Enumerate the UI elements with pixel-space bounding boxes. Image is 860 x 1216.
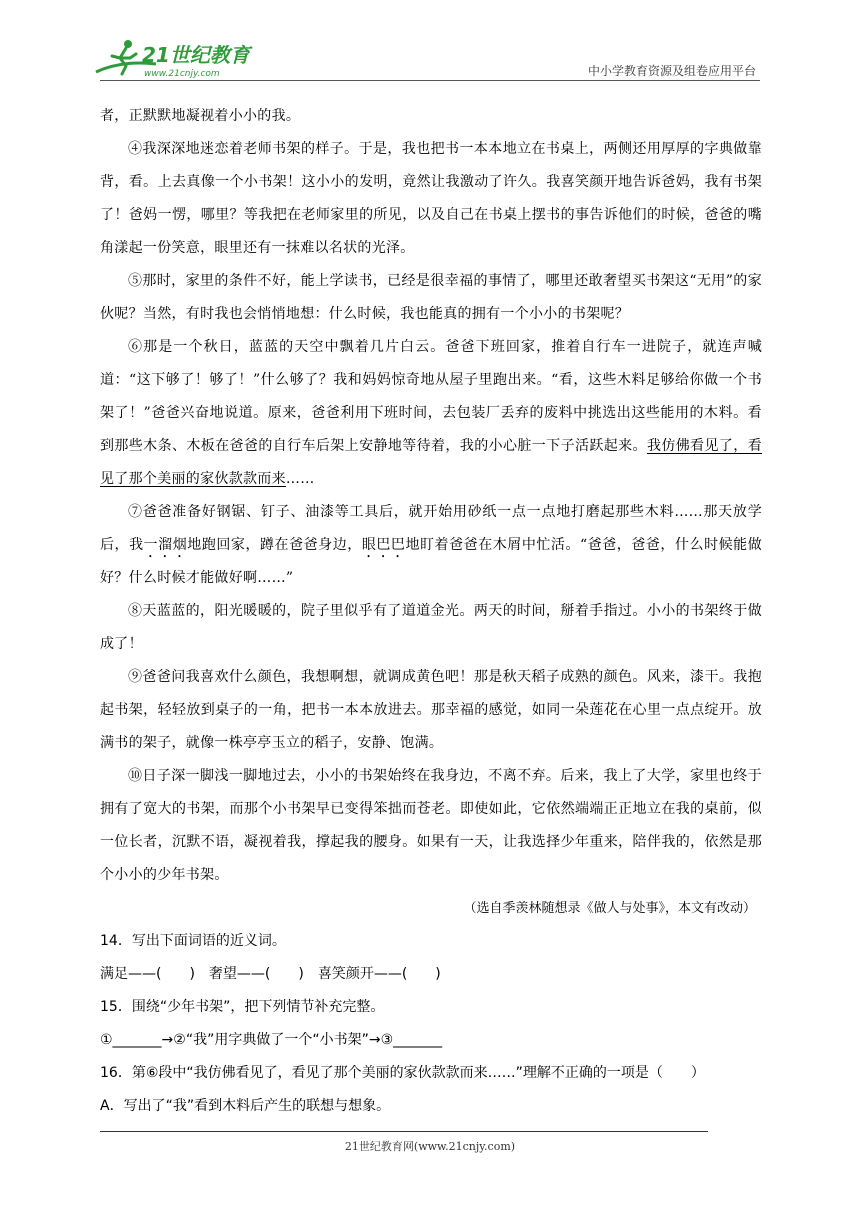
paragraph-6-ellipsis: ……	[285, 471, 315, 487]
site-logo[interactable]	[92, 36, 262, 82]
logo-url: www.21cnjy.com	[144, 69, 220, 79]
emphasized-word-1: 一溜烟	[143, 537, 188, 553]
paragraph-6	[100, 331, 762, 496]
paragraph-7-text-b: 地跑回家，蹲在爸爸身边，	[187, 537, 362, 553]
footer-link[interactable]: 21世纪教育网(www.21cnjy.com)	[344, 1140, 516, 1153]
paragraph-9: ⑨爸爸问我喜欢什么颜色，我想啊想，就调成黄色吧！那是秋天稻子成熟的颜色。风来，漆干。我抱起书架，轻轻放到桌子的一角，把书一本本放进去。那幸福的感觉，如同一朵莲花在心里一点点绽开。放满书的架子，就像一株亭亭玉立的稻子，安静、饱满。	[100, 669, 762, 751]
source-citation: （选自季羡林随想录《做人与处事》，本文有改动）	[463, 901, 756, 916]
question-15-items: ①_______→②“我”用字典做了一个“小书架”→③_______	[100, 1032, 443, 1048]
document-body	[100, 100, 762, 1123]
paragraph-7-text-c: 地盯着爸爸在木屑中忙活。“爸爸，爸爸，什么时候能做好？什么时候才能做好啊……”	[100, 537, 762, 586]
paragraph-continued: 者，正默默地凝视着小小的我。	[100, 108, 301, 124]
header-divider	[100, 80, 760, 81]
paragraph-10: ⑩日子深一脚浅一脚地过去，小小的书架始终在我身边，不离不弃。后来，我上了大学，家里也终于拥有了宽大的书架，而那个小书架早已变得笨拙而苍老。即使如此，它依然端端正正地立在我的桌前，似一位长者，沉默不语，凝视着我，撑起我的腰身。如果有一天，让我选择少年重来，陪伴我的，依然是那个小小的少年书架。	[100, 768, 762, 883]
running-figure-logo-icon	[92, 36, 262, 82]
footer-divider	[100, 1131, 708, 1132]
underlined-sentence: 我仿佛看见了，看见了那个美丽的家伙款款而来	[100, 438, 762, 487]
question-14: 14．写出下面词语的近义词。	[100, 933, 286, 949]
logo-text: 21世纪教育	[142, 43, 250, 67]
platform-name: 中小学教育资源及组卷应用平台	[587, 64, 756, 78]
paragraph-7	[100, 496, 762, 595]
paragraph-6-text: ⑥那是一个秋日，蓝蓝的天空中飘着几片白云。爸爸下班回家，推着自行车一进院子，就连声喊道：“这下够了！够了！”什么够了？我和妈妈惊奇地从屋子里跑出来。“看，这些木料足够给你做一个书架了！”爸爸兴奋地说道。原来，爸爸利用下班时间，去包装厂丢弃的废料中挑选出这些能用的木料。看到那些木条、木板在爸爸的自行车后架上安静地等待着，我的小心脏一下子活跃起来。	[100, 339, 762, 454]
question-14-items: 满足——( ) 奢望——( ) 喜笑颜开——( )	[100, 966, 441, 982]
question-16: 16．第⑥段中“我仿佛看见了，看见了那个美丽的家伙款款而来……”理解不正确的一项是（ ）	[100, 1065, 705, 1081]
question-16-option-a: A．写出了“我”看到木料后产生的联想与想象。	[100, 1098, 391, 1114]
paragraph-5: ⑤那时，家里的条件不好，能上学读书，已经是很幸福的事情了，哪里还敢奢望买书架这“无用”的家伙呢？当然，有时我也会悄悄地想：什么时候，我也能真的拥有一个小小的书架呢？	[100, 273, 762, 322]
emphasized-word-2: 眼巴巴	[361, 537, 406, 553]
paragraph-7-text-a: ⑦爸爸准备好钢锯、钉子、油漆等工具后，就开始用砂纸一点一点地打磨起那些木料……那天放学后，我	[100, 504, 762, 553]
paragraph-4: ④我深深地迷恋着老师书架的样子。于是，我也把书一本本地立在书桌上，两侧还用厚厚的字典做靠背，看。上去真像一个小书架！这小小的发明，竟然让我激动了许久。我喜笑颜开地告诉爸妈，我有书架了！爸妈一愣，哪里？等我把在老师家里的所见，以及自己在书桌上摆书的事告诉他们的时候，爸爸的嘴角漾起一份笑意，眼里还有一抹难以名状的光泽。	[100, 141, 762, 256]
paragraph-8: ⑧天蓝蓝的，阳光暖暖的，院子里似乎有了道道金光。两天的时间，掰着手指过。小小的书架终于做成了！	[100, 603, 762, 652]
question-15: 15．围绕“少年书架”，把下列情节补充完整。	[100, 999, 385, 1015]
